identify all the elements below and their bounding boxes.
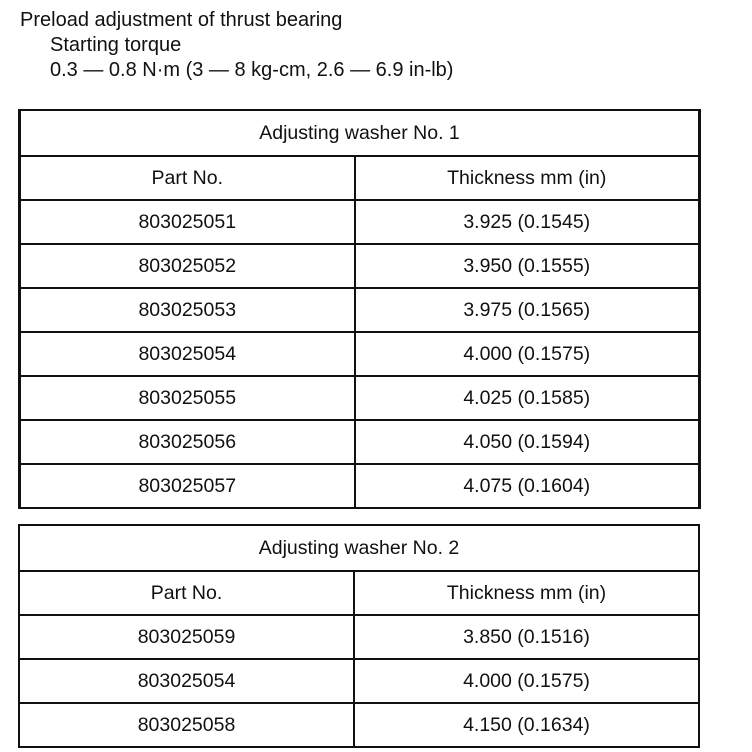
heading-subtitle: Starting torque bbox=[50, 34, 182, 56]
thickness-cell: 3.975 (0.1565) bbox=[355, 288, 700, 332]
part-number-cell: 803025056 bbox=[20, 420, 355, 464]
part-number-cell: 803025054 bbox=[20, 332, 355, 376]
thickness-cell: 3.850 (0.1516) bbox=[354, 615, 699, 659]
table-row bbox=[19, 615, 699, 659]
part-number-cell: 803025052 bbox=[20, 244, 355, 288]
part-number-cell: 803025051 bbox=[20, 200, 355, 244]
part-number-cell: 803025059 bbox=[19, 615, 354, 659]
table-header-row bbox=[20, 156, 700, 200]
table-row bbox=[20, 200, 700, 244]
table-header-row bbox=[19, 571, 699, 615]
table-title: Adjusting washer No. 1 bbox=[20, 110, 700, 156]
table-title: Adjusting washer No. 2 bbox=[19, 525, 699, 571]
table-row bbox=[19, 659, 699, 703]
column-header-part-no: Part No. bbox=[20, 156, 355, 200]
thickness-cell: 4.150 (0.1634) bbox=[354, 703, 699, 747]
table-row bbox=[20, 376, 700, 420]
table-row bbox=[20, 464, 700, 508]
column-header-thickness: Thickness mm (in) bbox=[354, 571, 699, 615]
washer-table-2 bbox=[18, 524, 700, 748]
table-row bbox=[19, 703, 699, 747]
thickness-cell: 4.075 (0.1604) bbox=[355, 464, 700, 508]
washer-table-1 bbox=[18, 109, 701, 509]
thickness-cell: 3.950 (0.1555) bbox=[355, 244, 700, 288]
thickness-cell: 4.050 (0.1594) bbox=[355, 420, 700, 464]
part-number-cell: 803025053 bbox=[20, 288, 355, 332]
part-number-cell: 803025055 bbox=[20, 376, 355, 420]
table-row bbox=[20, 332, 700, 376]
table-row bbox=[20, 244, 700, 288]
torque-spec: 0.3 — 0.8 N·m (3 — 8 kg-cm, 2.6 — 6.9 in-lb) bbox=[50, 59, 454, 81]
part-number-cell: 803025057 bbox=[20, 464, 355, 508]
column-header-part-no: Part No. bbox=[19, 571, 354, 615]
heading-title: Preload adjustment of thrust bearing bbox=[20, 9, 343, 31]
part-number-cell: 803025058 bbox=[19, 703, 354, 747]
part-number-cell: 803025054 bbox=[19, 659, 354, 703]
thickness-cell: 4.000 (0.1575) bbox=[355, 332, 700, 376]
thickness-cell: 4.000 (0.1575) bbox=[354, 659, 699, 703]
table-row bbox=[20, 420, 700, 464]
thickness-cell: 3.925 (0.1545) bbox=[355, 200, 700, 244]
thickness-cell: 4.025 (0.1585) bbox=[355, 376, 700, 420]
document-heading bbox=[20, 8, 453, 83]
column-header-thickness: Thickness mm (in) bbox=[355, 156, 700, 200]
table-row bbox=[20, 288, 700, 332]
